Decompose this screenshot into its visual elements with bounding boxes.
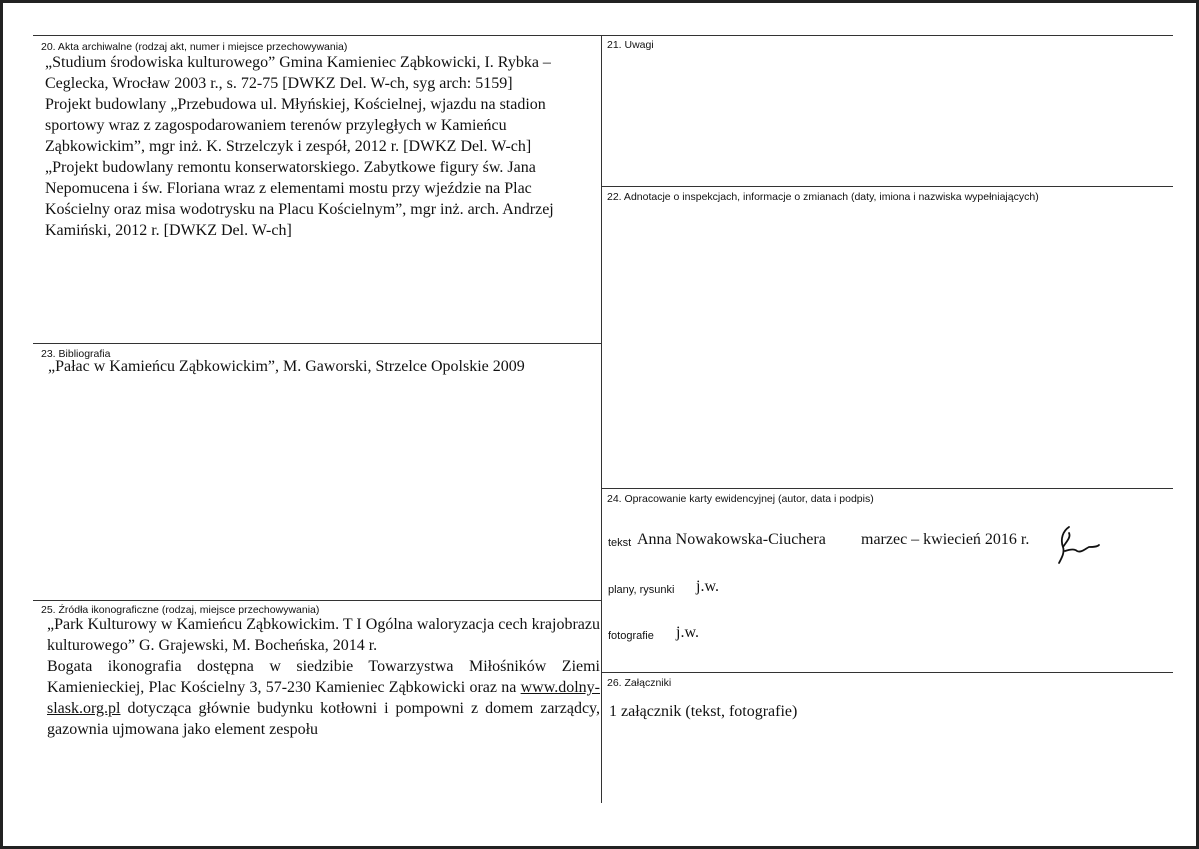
section-26-label: 26. Załączniki	[607, 677, 672, 689]
compilation-date: marzec – kwiecień 2016 r.	[861, 531, 1030, 548]
section-25-paragraph: „Park Kulturowy w Kamieńcu Ząbkowickim. T I Ogólna waloryzacja cech krajobrazu kulturowego” G. Grajewski, M. Bocheńska, 2014 r.	[47, 616, 600, 654]
signature	[1053, 523, 1101, 565]
section-20-line: „Studium środowiska kulturowego” Gmina Kamieniec Ząbkowicki, I. Rybka –	[45, 54, 551, 71]
section-25-paragraph	[47, 656, 600, 740]
divider-20-23	[33, 343, 601, 344]
section-25-label: 25. Źródła ikonograficzne (rodzaj, miejsce przechowywania)	[41, 604, 320, 616]
top-border-line	[33, 35, 1173, 36]
section-20-line: Kościelny oraz misa wodotrysku na Placu Kościelnym”, mgr inż. arch. Andrzej	[45, 201, 554, 218]
section-20-line: Kamiński, 2012 r. [DWKZ Del. W-ch]	[45, 222, 292, 239]
section-21-label: 21. Uwagi	[607, 39, 654, 51]
plany-value: j.w.	[696, 578, 719, 595]
divider-21-22	[601, 186, 1173, 187]
section-26-text: 1 załącznik (tekst, fotografie)	[609, 703, 798, 720]
author-name: Anna Nowakowska-Ciuchera	[637, 531, 826, 548]
section-20-line: Ząbkowickim”, mgr inż. K. Strzelczyk i zespół, 2012 r. [DWKZ Del. W-ch]	[45, 138, 532, 155]
tekst-label: tekst	[608, 537, 632, 549]
fotografie-label: fotografie	[608, 630, 654, 642]
plany-label: plany, rysunki	[608, 584, 675, 596]
section-23-text: „Pałac w Kamieńcu Ząbkowickim”, M. Gaworski, Strzelce Opolskie 2009	[48, 358, 525, 375]
section-25-text-start: Bogata ikonografia dostępna w siedzibie Towarzystwa Miłośników Ziemi Kamienieckiej, Plac Kościelny 3, 57-230 Kamieniec Ząbkowicki oraz na	[47, 658, 600, 696]
divider-22-24	[601, 488, 1173, 489]
divider-23-25	[33, 600, 601, 601]
section-20-line: Nepomucena i św. Floriana wraz z elementami mostu przy wjeździe na Plac	[45, 180, 532, 197]
section-20-line: „Projekt budowlany remontu konserwatorskiego. Zabytkowe figury św. Jana	[45, 159, 536, 176]
divider-24-26	[601, 672, 1173, 673]
section-20-label: 20. Akta archiwalne (rodzaj akt, numer i miejsce przechowywania)	[41, 41, 348, 53]
section-20-text	[45, 52, 597, 241]
section-23-label: 23. Bibliografia	[41, 348, 111, 360]
section-24-label: 24. Opracowanie karty ewidencyjnej (autor, data i podpis)	[607, 493, 874, 505]
section-20-line: sportowy wraz z zagospodarowaniem terenów przyległych w Kamieńcu	[45, 117, 507, 134]
fotografie-value: j.w.	[676, 624, 699, 641]
dolny-slask-link[interactable]: www.dolny-slask.org.pl	[47, 679, 601, 717]
section-20-line: Ceglecka, Wrocław 2003 r., s. 72-75 [DWKZ Del. W-ch, syg arch: 5159]	[45, 75, 513, 92]
section-20-line: Projekt budowlany „Przebudowa ul. Młyńskiej, Kościelnej, wjazdu na stadion	[45, 96, 546, 113]
section-25-text-end: dotycząca głównie budynku kotłowni i pompowni z domem zarządcy, gazownia ujmowana jako element zespołu	[47, 700, 601, 738]
section-22-label: 22. Adnotacje o inspekcjach, informacje o zmianach (daty, imiona i nazwiska wypełniających)	[607, 191, 1039, 203]
vertical-divider	[601, 35, 602, 803]
section-25-text	[47, 614, 600, 740]
